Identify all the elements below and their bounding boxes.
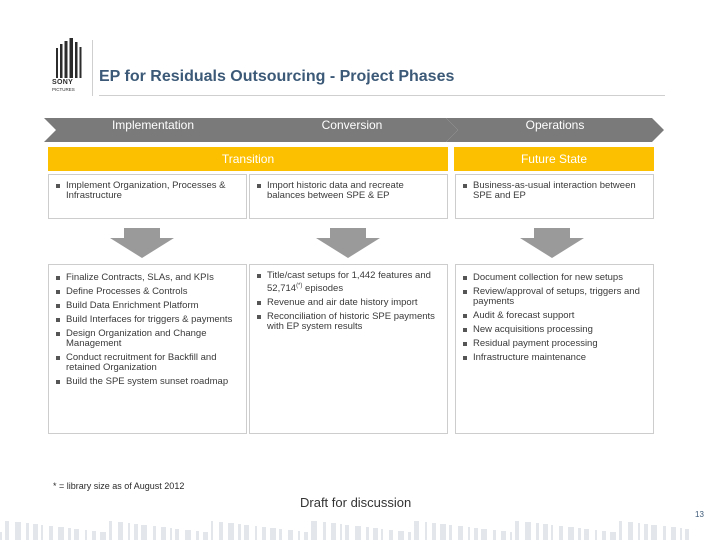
barcode-bar bbox=[501, 531, 506, 540]
barcode-bar bbox=[228, 523, 234, 540]
sony-pictures-logo bbox=[52, 38, 88, 96]
barcode-bar bbox=[568, 527, 574, 540]
barcode-bar bbox=[425, 522, 427, 540]
barcode-bar bbox=[153, 526, 156, 540]
implementation-tasks-box bbox=[48, 264, 247, 434]
bullet-item: Residual payment processing bbox=[463, 339, 646, 349]
barcode-bar bbox=[663, 526, 666, 540]
barcode-bar bbox=[15, 522, 21, 540]
barcode-bar bbox=[196, 531, 199, 540]
barcode-bar bbox=[109, 521, 112, 540]
barcode-bar bbox=[373, 528, 378, 540]
bullet-item: Business-as-usual interaction between SPE and EP bbox=[463, 181, 646, 201]
barcode-bar bbox=[559, 526, 563, 540]
barcode-bar bbox=[68, 528, 71, 540]
bullet-item: Design Organization and Change Management bbox=[56, 329, 239, 349]
barcode-bar bbox=[203, 532, 208, 540]
barcode-bar bbox=[389, 530, 393, 540]
barcode-bar bbox=[474, 528, 478, 540]
barcode-bar bbox=[185, 530, 191, 540]
barcode-bar bbox=[85, 530, 87, 540]
barcode-bar bbox=[311, 521, 317, 540]
barcode-bar bbox=[331, 523, 336, 540]
barcode-bar bbox=[551, 525, 553, 540]
barcode-bar bbox=[408, 532, 411, 540]
down-arrow-icon bbox=[520, 228, 584, 258]
bullet-text: Title/cast setups for 1,442 features and 52,714 bbox=[267, 270, 431, 295]
bullet-item: Infrastructure maintenance bbox=[463, 353, 646, 363]
barcode-bar bbox=[671, 527, 676, 540]
barcode-bar bbox=[432, 523, 436, 540]
barcode-bar bbox=[279, 529, 282, 540]
barcode-bar bbox=[481, 529, 487, 540]
barcode-bar bbox=[219, 522, 223, 540]
barcode-bar bbox=[366, 527, 369, 540]
barcode-bar bbox=[355, 526, 361, 540]
barcode-bar bbox=[270, 528, 276, 540]
barcode-bar bbox=[161, 527, 166, 540]
barcode-bar bbox=[5, 521, 9, 540]
bullet-item-cast-setups bbox=[257, 271, 440, 294]
barcode-bar bbox=[619, 521, 622, 540]
barcode-bar bbox=[238, 524, 241, 540]
phase-label: Implementation bbox=[111, 118, 195, 132]
barcode-bar bbox=[33, 524, 38, 540]
bullet-item: Build the SPE system sunset roadmap bbox=[56, 377, 239, 387]
barcode-bar bbox=[595, 530, 597, 540]
bullet-item: New acquisitions processing bbox=[463, 325, 646, 335]
barcode-bar bbox=[141, 525, 147, 540]
bullet-item: Document collection for new setups bbox=[463, 273, 646, 283]
operations-summary-box bbox=[455, 174, 654, 219]
down-arrow-icon bbox=[110, 228, 174, 258]
header-divider bbox=[92, 40, 93, 96]
barcode-bar bbox=[118, 522, 123, 540]
transition-band: Transition bbox=[48, 147, 448, 171]
footnote: * = library size as of August 2012 bbox=[53, 481, 185, 491]
barcode-bar bbox=[638, 523, 640, 540]
barcode-bar bbox=[92, 531, 96, 540]
page-title: EP for Residuals Outsourcing - Project Phases bbox=[99, 68, 455, 85]
barcode-bar bbox=[175, 529, 179, 540]
title-rule bbox=[99, 95, 665, 96]
barcode-bar bbox=[262, 527, 266, 540]
barcode-bar bbox=[340, 524, 342, 540]
barcode-bar bbox=[628, 522, 633, 540]
draft-label: Draft for discussion bbox=[300, 495, 412, 510]
barcode-bar bbox=[134, 524, 138, 540]
barcode-bar bbox=[584, 529, 589, 540]
barcode-bar bbox=[602, 531, 606, 540]
phase-conversion bbox=[246, 118, 458, 142]
bullet-item: Finalize Contracts, SLAs, and KPIs bbox=[56, 273, 239, 283]
barcode-bar bbox=[458, 526, 463, 540]
bullet-item: Build Data Enrichment Platform bbox=[56, 301, 239, 311]
barcode-bar bbox=[651, 525, 657, 540]
barcode-bar bbox=[381, 529, 383, 540]
barcode-bar bbox=[414, 521, 419, 540]
barcode-bar bbox=[41, 525, 43, 540]
barcode-bar bbox=[100, 532, 106, 540]
decorative-barcode-stripe bbox=[0, 520, 720, 540]
barcode-bar bbox=[440, 524, 446, 540]
barcode-bar bbox=[323, 522, 326, 540]
logo-bars-icon bbox=[54, 38, 84, 78]
phase-label: Conversion bbox=[321, 118, 383, 132]
bullet-item: Reconciliation of historic SPE payments with EP system results bbox=[257, 312, 440, 332]
implementation-summary-box bbox=[48, 174, 247, 219]
barcode-bar bbox=[304, 532, 308, 540]
phase-implementation bbox=[44, 118, 262, 142]
barcode-bar bbox=[26, 523, 29, 540]
conversion-tasks-box bbox=[249, 264, 448, 434]
barcode-bar bbox=[515, 521, 519, 540]
barcode-bar bbox=[680, 528, 682, 540]
page-number: 13 bbox=[695, 510, 704, 519]
barcode-bar bbox=[128, 523, 130, 540]
bullet-text: episodes bbox=[302, 283, 344, 295]
phase-label: Operations bbox=[525, 118, 585, 132]
logo-brand: SONY bbox=[52, 79, 74, 86]
bullet-item: Revenue and air date history import bbox=[257, 298, 440, 308]
barcode-bar bbox=[0, 532, 2, 540]
barcode-bar bbox=[578, 528, 581, 540]
barcode-bar bbox=[468, 527, 470, 540]
bullet-item: Import historic data and recreate balances between SPE & EP bbox=[257, 181, 440, 201]
barcode-bar bbox=[610, 532, 616, 540]
barcode-bar bbox=[244, 525, 249, 540]
barcode-bar bbox=[74, 529, 79, 540]
bullet-item: Build Interfaces for triggers & payments bbox=[56, 315, 239, 325]
phase-operations bbox=[446, 118, 664, 142]
barcode-bar bbox=[170, 528, 172, 540]
conversion-summary-box bbox=[249, 174, 448, 219]
operations-tasks-box bbox=[455, 264, 654, 434]
down-arrow-icon bbox=[316, 228, 380, 258]
barcode-bar bbox=[510, 532, 512, 540]
barcode-bar bbox=[525, 522, 531, 540]
barcode-bar bbox=[288, 530, 293, 540]
bullet-item: Implement Organization, Processes & Infrastructure bbox=[56, 181, 239, 201]
logo-sub: PICTURES bbox=[52, 87, 75, 92]
bullet-item: Audit & forecast support bbox=[463, 311, 646, 321]
barcode-bar bbox=[58, 527, 64, 540]
barcode-bar bbox=[49, 526, 53, 540]
barcode-bar bbox=[644, 524, 648, 540]
future-state-band: Future State bbox=[454, 147, 654, 171]
footnote-marker: (*) bbox=[296, 283, 303, 289]
barcode-bar bbox=[211, 521, 213, 540]
barcode-bar bbox=[255, 526, 257, 540]
barcode-bar bbox=[536, 523, 539, 540]
barcode-bar bbox=[543, 524, 548, 540]
barcode-bar bbox=[345, 525, 349, 540]
barcode-bar bbox=[398, 531, 404, 540]
barcode-bar bbox=[449, 525, 452, 540]
barcode-bar bbox=[298, 531, 300, 540]
bullet-item: Define Processes & Controls bbox=[56, 287, 239, 297]
bullet-item: Conduct recruitment for Backfill and retained Organization bbox=[56, 353, 239, 373]
barcode-bar bbox=[493, 530, 496, 540]
barcode-bar bbox=[685, 529, 689, 540]
bullet-item: Review/approval of setups, triggers and payments bbox=[463, 287, 646, 307]
